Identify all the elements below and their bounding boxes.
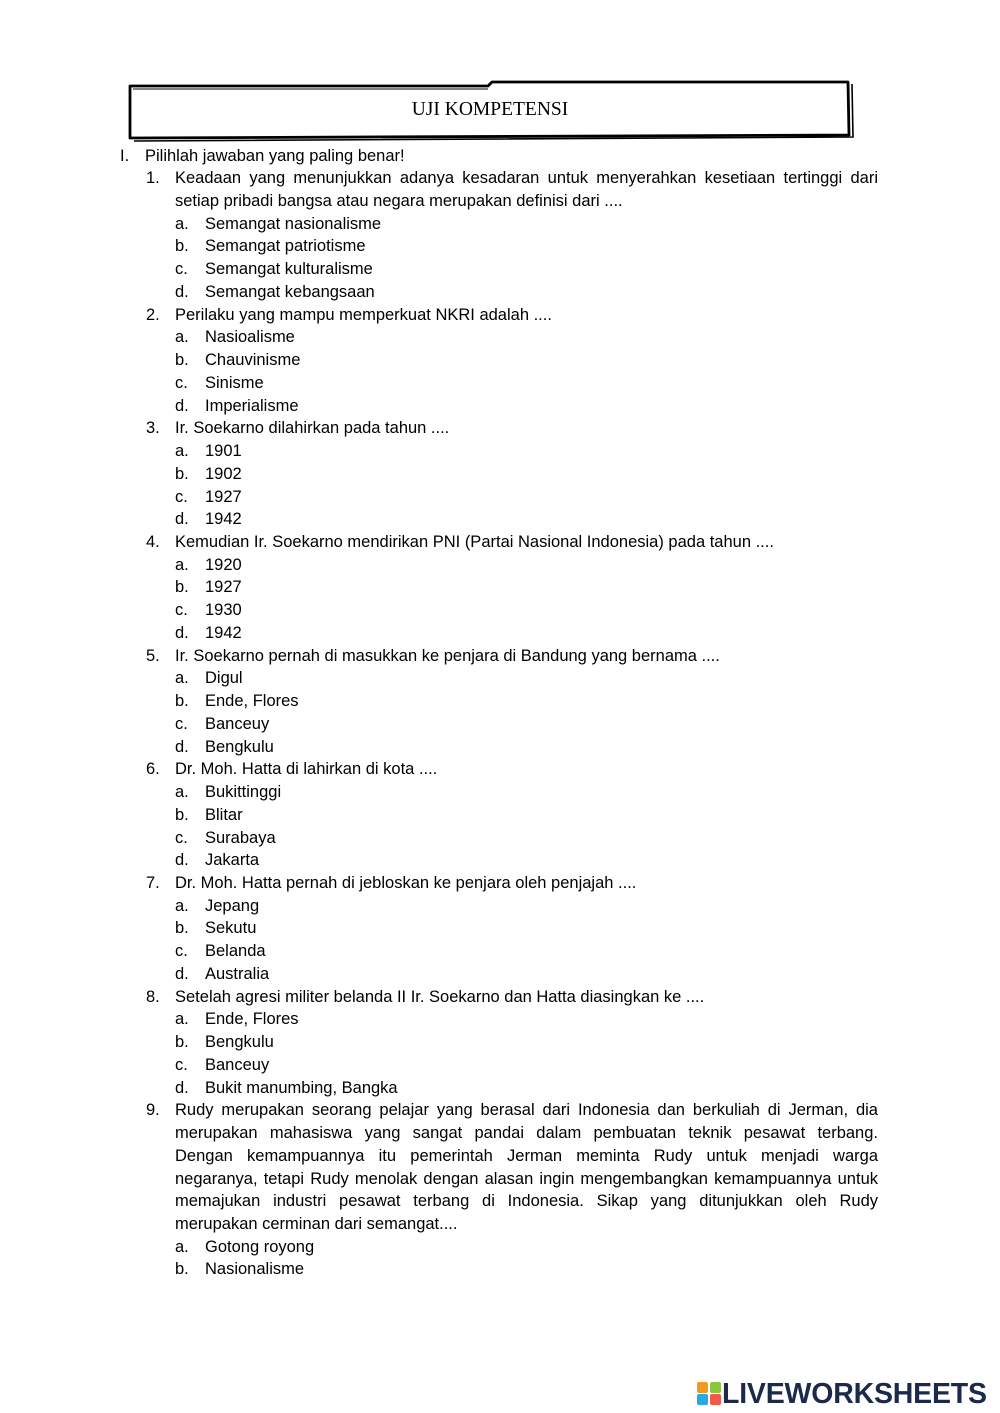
question-text-line: Dr. Moh. Hatta di lahirkan di kota .... [175, 760, 438, 779]
answer-option-a[interactable] [0, 667, 1000, 690]
answer-option-b[interactable] [0, 1258, 1000, 1281]
question-text-line: Ir. Soekarno pernah di masukkan ke penjara di Bandung yang bernama .... [175, 646, 720, 665]
option-text: Semangat nasionalisme [205, 214, 382, 233]
answer-option-d[interactable] [0, 963, 1000, 986]
option-text: Australia [205, 964, 270, 983]
logo-text: LIVEWORKSHEETS [722, 1378, 987, 1410]
section-instruction: Pilihlah jawaban yang paling benar! [145, 146, 405, 165]
option-text: Gotong royong [205, 1237, 315, 1256]
answer-option-b[interactable] [0, 804, 1000, 827]
question-4 [0, 531, 1000, 645]
answer-option-d[interactable] [0, 849, 1000, 872]
option-text: 1927 [205, 487, 242, 506]
liveworksheets-logo [697, 1379, 993, 1409]
answer-option-a[interactable] [0, 1236, 1000, 1259]
answer-option-d[interactable] [0, 281, 1000, 304]
option-letter: b. [175, 805, 189, 824]
option-text: 1902 [205, 464, 242, 483]
option-text: Banceuy [205, 714, 270, 733]
option-text: Bengkulu [205, 737, 274, 756]
option-text: Semangat kulturalisme [205, 260, 373, 279]
question-stem-row [0, 758, 1000, 781]
question-number: 8. [146, 987, 160, 1006]
option-text: Sinisme [205, 373, 264, 392]
logo-tile [710, 1394, 721, 1405]
option-text: Semangat patriotisme [205, 237, 366, 256]
question-text-line: Kemudian Ir. Soekarno mendirikan PNI (Partai Nasional Indonesia) pada tahun .... [175, 532, 774, 551]
question-stem-row [0, 986, 1000, 1009]
answer-option-b[interactable] [0, 235, 1000, 258]
option-text: Imperialisme [205, 396, 299, 415]
answer-option-a[interactable] [0, 554, 1000, 577]
question-stem-row [0, 531, 1000, 554]
option-text: Bukit manumbing, Bangka [205, 1078, 398, 1097]
option-letter: b. [175, 692, 189, 711]
option-letter: d. [175, 282, 189, 301]
answer-option-b[interactable] [0, 349, 1000, 372]
question-text-line: merupakan mahasiswa yang sangat pandai dalam pembuatan teknik pesawat terbang. [175, 1124, 878, 1143]
logo-tile [710, 1382, 721, 1393]
answer-option-a[interactable] [0, 213, 1000, 236]
answer-option-b[interactable] [0, 463, 1000, 486]
question-text-line: Perilaku yang mampu memperkuat NKRI adalah .... [175, 305, 552, 324]
question-number: 4. [146, 532, 160, 551]
answer-option-c[interactable] [0, 827, 1000, 850]
option-text: 1927 [205, 578, 242, 597]
question-text-line: negaranya, tetapi Rudy menolak dengan alasan ingin mengembangkan kemampuannya untuk [175, 1169, 878, 1188]
question-stem-row [0, 645, 1000, 668]
question-text-line: Rudy merupakan seorang pelajar yang berasal dari Indonesia dan berkuliah di Jerman, dia [175, 1101, 878, 1120]
liveworksheets-logo-icon [697, 1382, 721, 1405]
answer-option-b[interactable] [0, 576, 1000, 599]
option-text: Banceuy [205, 1055, 270, 1074]
option-letter: d. [175, 1078, 189, 1097]
option-letter: c. [175, 260, 188, 279]
option-text: Belanda [205, 942, 266, 961]
answer-option-d[interactable] [0, 1077, 1000, 1100]
question-stem-row [0, 1213, 1000, 1236]
option-text: 1920 [205, 555, 242, 574]
question-stem-row [0, 1190, 1000, 1213]
option-letter: a. [175, 1237, 189, 1256]
question-7 [0, 872, 1000, 986]
answer-option-d[interactable] [0, 736, 1000, 759]
option-text: Semangat kebangsaan [205, 282, 375, 301]
question-8 [0, 986, 1000, 1100]
option-letter: b. [175, 351, 189, 370]
question-text-line: Keadaan yang menunjukkan adanya kesadaran untuk menyerahkan kesetiaan tertinggi dari [175, 169, 878, 188]
question-number: 5. [146, 646, 160, 665]
option-text: Sekutu [205, 919, 257, 938]
question-section [0, 145, 1000, 1282]
question-stem-row [0, 1145, 1000, 1168]
answer-option-c[interactable] [0, 1054, 1000, 1077]
question-5 [0, 645, 1000, 759]
answer-option-a[interactable] [0, 1008, 1000, 1031]
section-heading-row [0, 145, 1000, 168]
answer-option-d[interactable] [0, 395, 1000, 418]
question-number: 6. [146, 760, 160, 779]
answer-option-c[interactable] [0, 599, 1000, 622]
answer-option-c[interactable] [0, 372, 1000, 395]
option-text: 1942 [205, 623, 242, 642]
question-stem-row [0, 1168, 1000, 1191]
option-letter: c. [175, 487, 188, 506]
option-letter: c. [175, 828, 188, 847]
answer-option-a[interactable] [0, 440, 1000, 463]
option-letter: d. [175, 851, 189, 870]
question-number: 1. [146, 169, 160, 188]
option-letter: c. [175, 714, 188, 733]
question-3 [0, 417, 1000, 531]
option-text: Ende, Flores [205, 1010, 299, 1029]
page-title: UJI KOMPETENSI [411, 99, 569, 120]
option-text: Nasioalisme [205, 328, 295, 347]
question-text-line: setiap pribadi bangsa atau negara merupakan definisi dari .... [175, 191, 623, 210]
question-number: 2. [146, 305, 160, 324]
answer-option-a[interactable] [0, 326, 1000, 349]
option-letter: b. [175, 237, 189, 256]
answer-option-c[interactable] [0, 940, 1000, 963]
option-letter: d. [175, 737, 189, 756]
section-numeral: I. [120, 146, 130, 165]
answer-option-a[interactable] [0, 895, 1000, 918]
question-stem-row [0, 1099, 1000, 1122]
answer-option-c[interactable] [0, 486, 1000, 509]
option-letter: c. [175, 942, 188, 961]
answer-option-a[interactable] [0, 781, 1000, 804]
answer-option-c[interactable] [0, 258, 1000, 281]
question-2 [0, 304, 1000, 418]
question-stem-row [0, 304, 1000, 327]
option-letter: a. [175, 328, 189, 347]
option-letter: c. [175, 1055, 188, 1074]
option-letter: b. [175, 1260, 189, 1279]
question-6 [0, 758, 1000, 872]
option-letter: d. [175, 623, 189, 642]
option-text: 1901 [205, 442, 242, 461]
logo-tile [697, 1394, 708, 1405]
option-letter: b. [175, 919, 189, 938]
option-text: Digul [205, 669, 243, 688]
answer-option-b[interactable] [0, 690, 1000, 713]
question-stem-row [0, 190, 1000, 213]
option-letter: d. [175, 396, 189, 415]
question-text-line: Dr. Moh. Hatta pernah di jebloskan ke penjara oleh penjajah .... [175, 874, 637, 892]
option-letter: d. [175, 510, 189, 529]
option-letter: b. [175, 578, 189, 597]
option-text: Surabaya [205, 828, 276, 847]
question-text-line: Ir. Soekarno dilahirkan pada tahun .... [175, 419, 450, 438]
question-text-line: merupakan cerminan dari semangat.... [175, 1215, 458, 1234]
option-letter: b. [175, 464, 189, 483]
option-text: 1942 [205, 510, 242, 529]
question-stem-row [0, 872, 1000, 895]
question-number: 3. [146, 419, 160, 438]
option-text: Nasionalisme [205, 1260, 305, 1279]
question-text-line: memajukan industri pesawat terbang di Indonesia. Sikap yang ditunjukkan oleh Rudy [175, 1192, 878, 1211]
option-letter: c. [175, 373, 188, 392]
option-letter: a. [175, 442, 189, 461]
option-letter: a. [175, 896, 189, 915]
option-letter: a. [175, 783, 189, 802]
option-letter: d. [175, 964, 189, 983]
question-text-line: Setelah agresi militer belanda II Ir. Soekarno dan Hatta diasingkan ke .... [175, 987, 705, 1006]
question-text-line: Dengan kemampuannya itu pemerintah Jerman meminta Rudy untuk menjadi warga [175, 1146, 878, 1165]
option-text: Bengkulu [205, 1033, 274, 1052]
question-9 [0, 1099, 1000, 1281]
question-1 [0, 167, 1000, 303]
title-box [126, 78, 854, 142]
option-text: Jepang [205, 896, 260, 915]
option-text: Ende, Flores [205, 692, 299, 711]
answer-option-b[interactable] [0, 917, 1000, 940]
option-letter: c. [175, 601, 188, 620]
question-stem-row [0, 417, 1000, 440]
question-number: 9. [146, 1101, 160, 1120]
question-stem-row [0, 167, 1000, 190]
option-text: Chauvinisme [205, 351, 301, 370]
option-letter: b. [175, 1033, 189, 1052]
option-text: Bukittinggi [205, 783, 282, 802]
answer-option-d[interactable] [0, 622, 1000, 645]
option-text: Blitar [205, 805, 243, 824]
logo-tile [697, 1382, 708, 1393]
option-letter: a. [175, 1010, 189, 1029]
option-letter: a. [175, 669, 189, 688]
option-text: 1930 [205, 601, 242, 620]
option-text: Jakarta [205, 851, 260, 870]
answer-option-c[interactable] [0, 713, 1000, 736]
option-letter: a. [175, 214, 189, 233]
question-number: 7. [146, 874, 160, 892]
answer-option-b[interactable] [0, 1031, 1000, 1054]
question-stem-row [0, 1122, 1000, 1145]
option-letter: a. [175, 555, 189, 574]
answer-option-d[interactable] [0, 508, 1000, 531]
